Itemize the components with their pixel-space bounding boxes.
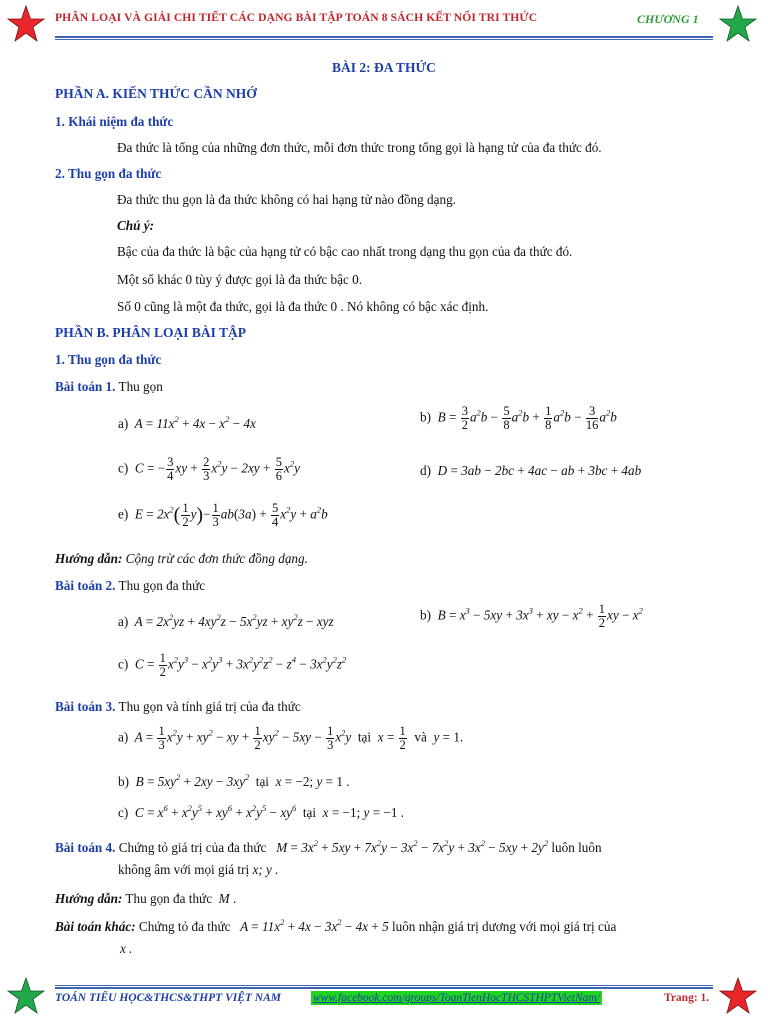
problem-2-label: Bài toán 2. [55,578,116,593]
problem-extra [55,919,616,935]
part-b-heading: PHẦN B. PHÂN LOẠI BÀI TẬP [55,325,247,340]
guide-4: Hướng dẫn: Thu gọn đa thức M . [55,891,237,906]
section-1-heading: 1. Khái niệm đa thức [55,114,174,129]
problem-1-label: Bài toán 1. [55,379,116,394]
formula-4: $M = 3x^2 + 5xy + 7x^2y - 3x^2 - 7x^2y + 3x^2 - 5xy + 2y^2$ [269,838,549,855]
green-star-icon [6,976,46,1016]
footer-divider-thin [55,985,713,986]
section-2-heading: 2. Thu gọn đa thức [55,166,162,181]
part-a-heading: PHẦN A. KIẾN THỨC CẦN NHỚ [55,86,257,101]
footer-divider [55,987,713,989]
guide-4-text: Thu gọn đa thức [122,891,213,906]
formula-1a: a) $A = 11x^2 + 4x - x^2 - 4x$ [118,414,256,431]
header-divider [55,36,713,38]
problem-4-tail: luôn luôn [548,840,602,855]
problem-4-label: Bài toán 4. [55,840,116,855]
footer-brand: TOÁN TIỂU HỌC&THCS&THPT VIỆT NAM [55,992,281,1004]
red-star-icon [6,4,46,44]
chapter-label: CHƯƠNG 1 [637,12,699,26]
formula-1d: d) D = 3ab − 2bc + 4ac − ab + 3bc + 4ab [420,463,642,478]
footer-facebook-link[interactable]: www.facebook.com/groups/ToanTienHocTHCSTHPTVietNam/ [313,992,600,1004]
note-degree: Bậc của đa thức là bậc của hạng tử có bậc cao nhất trong dạng thu gọn của đa thức đó. [117,244,573,259]
problem-3-label: Bài toán 3. [55,699,116,714]
problem-extra-label: Bài toán khác: [55,919,136,934]
formula-1b: b) B = $\frac{3}{2}$ $a^2b$ − $\frac{5}{8}$ $a^2b$ + $\frac{1}{8}$ $a^2b$ − $\frac{3}{16}$ $a^2b$ [420,404,617,433]
problem-1 [55,379,163,395]
problem-4-text: Chứng tỏ giá trị của đa thức [115,840,267,855]
note-zero: Số 0 cũng là một đa thức, gọi là đa thức 0 . Nó không có bậc xác định. [117,299,489,314]
formula-3a: a) A = $\frac{1}{3}$ $x^2y + xy^2$ − xy + $\frac{1}{2}$ $xy^2 - 5xy$ − $\frac{1}{3}$ $x^2y$ tại x = $\frac{1}{2}$ và y = 1. [118,724,464,753]
formula-3b: b) $B = 5xy^2 + 2xy - 3xy^2$ tại x = −2; y = 1 . [118,772,350,789]
formula-1c: c) C = − $\frac{3}{4}$ xy + $\frac{2}{3}$ $x^2y - 2xy$ + $\frac{5}{6}$ $x^2y$ [118,455,300,484]
formula-3c: c) $C = x^6 + x^2y^5 + xy^6 + x^2y^5 - xy^6$ tại x = −1; y = −1 . [118,803,405,820]
problem-4-line2-text: không âm với mọi giá trị [118,862,250,877]
problem-3 [55,699,301,715]
problem-extra-text: Chứng tỏ đa thức [135,919,231,934]
guide-1 [55,551,308,567]
definition-text: Đa thức là tổng của những đơn thức, mỗi đơn thức trong tổng gọi là hạng tử của đa thức đó. [117,140,602,155]
header-title: PHÂN LOẠI VÀ GIẢI CHI TIẾT CÁC DẠNG BÀI TẬP TOÁN 8 SÁCH KẾT NỐI TRI THỨC [55,11,538,24]
problem-1-text: Thu gọn [115,379,163,394]
formula-2a: a) $A = 2x^2yz + 4xy^2z - 5x^2yz + xy^2z$ − xyz [118,612,334,629]
problem-4-line2: không âm với mọi giá trị x; y . [118,862,279,877]
green-star-icon [718,4,758,44]
red-star-icon [718,976,758,1016]
guide-label: Hướng dẫn: [55,891,123,906]
page-number: Trang: 1. [664,992,710,1004]
section-b1-heading: 1. Thu gọn đa thức [55,352,162,367]
problem-2 [55,578,205,594]
guide-1-text: Cộng trừ các đơn thức đồng dạng. [122,551,308,566]
formula-2c: c) C = $\frac{1}{2}$ $x^2y^3 - x^2y^3 + 3x^2y^2z^2 - z^4 - 3x^2y^2z^2$ [118,651,347,680]
reduced-definition-text: Đa thức thu gọn là đa thức không có hai hạng tử nào đồng dạng. [117,192,456,207]
guide-label: Hướng dẫn: [55,551,123,566]
note-constant: Một số khác 0 tùy ý được gọi là đa thức bậc 0. [117,272,363,287]
problem-4 [55,840,602,856]
problem-2-text: Thu gọn đa thức [115,578,206,593]
formula-extra: $A = 11x^2 + 4x - 3x^2 - 4x + 5$ [233,917,389,934]
problem-extra-tail: luôn nhận giá trị dương với mọi giá trị của [388,919,617,934]
note-label: Chú ý: [117,218,155,233]
problem-extra-line2: x . [120,941,133,956]
formula-1e: e) $E = 2x^2$( $\frac{1}{2}$ y)− $\frac{1}{3}$ ab(3a) + $\frac{5}{4}$ $x^2y + a^2b$ [118,501,328,530]
header-divider-thin [55,39,713,40]
problem-3-text: Thu gọn và tính giá trị của đa thức [115,699,301,714]
lesson-title: BÀI 2: ĐA THỨC [332,60,436,75]
formula-2b: b) $B = x^3 - 5xy + 3x^3$ + xy − $x^2$ + $\frac{1}{2}$ xy − $x^2$ [420,602,643,631]
